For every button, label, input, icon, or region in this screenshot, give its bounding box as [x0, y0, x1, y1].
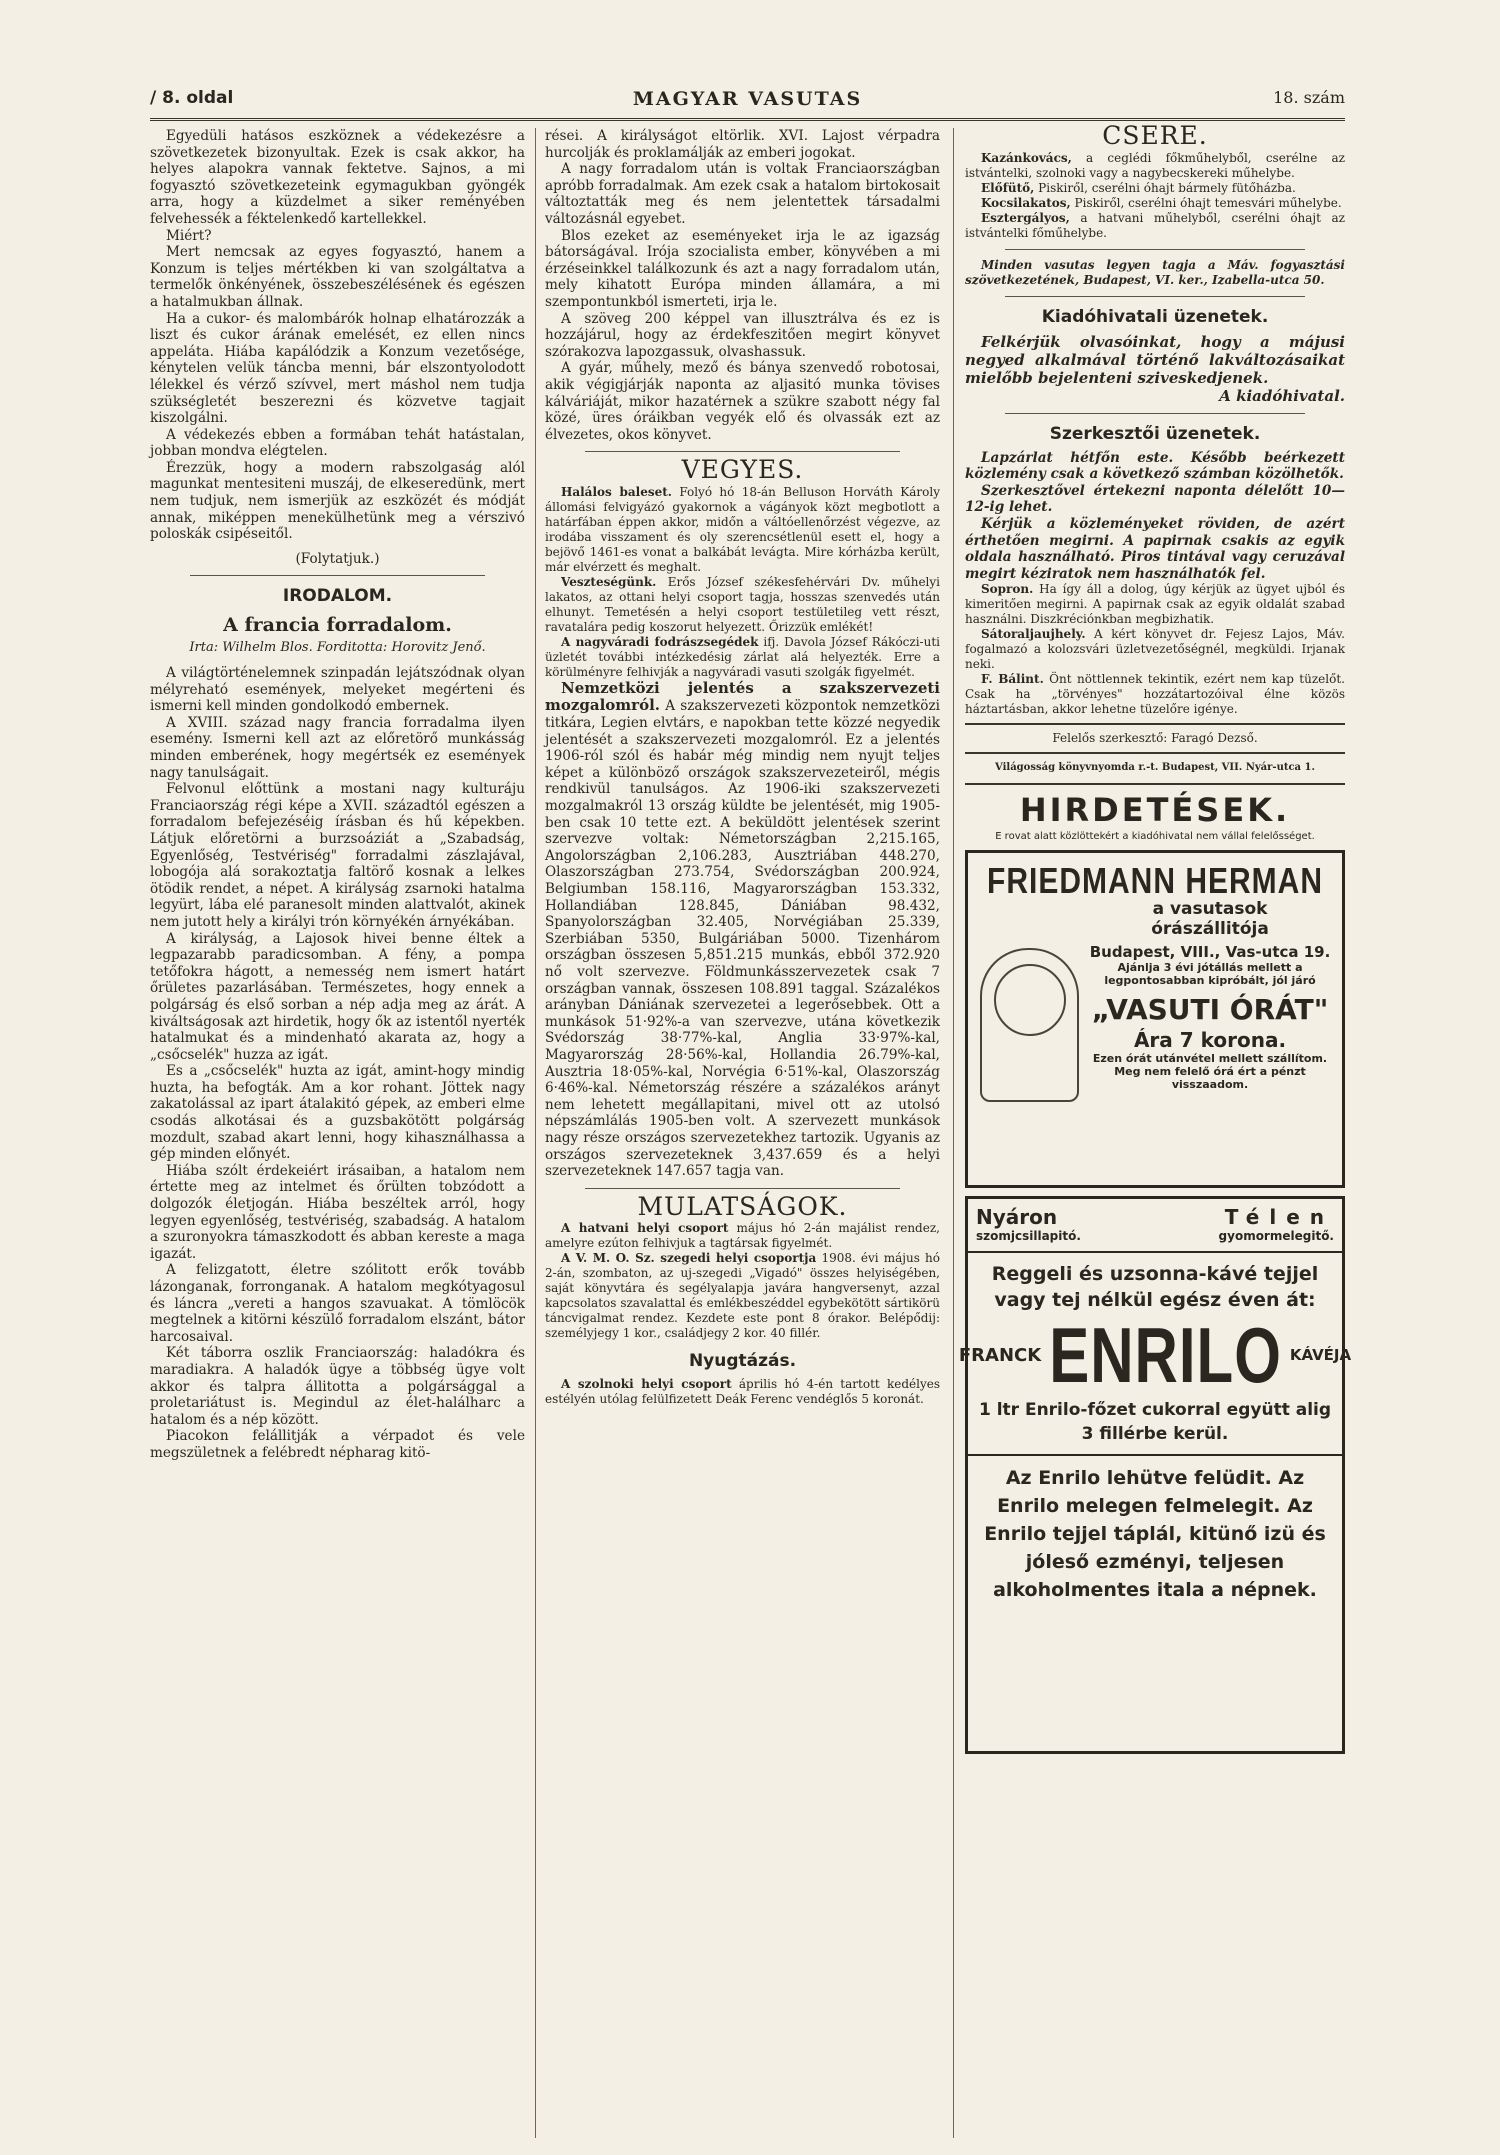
- section-heading-csere: CSERE.: [1102, 121, 1208, 150]
- news-item-head: Nemzetközi jelentés a szakszervezeti mozgalomról.: [545, 678, 940, 715]
- news-item: A szolnoki helyi csoport április hó 4-én tartott kedélyes estélyén utólag felülfizetett Deák Ferenc vendéglős 5 koronát.: [545, 1377, 940, 1407]
- paragraph: Hiába szólt érdekeiért irásaiban, a hatalom nem értette meg az intelmet és őrülten tobzódott a dolgozók életjogán. Hiába beszéltek arról, hogy legyen egyenlőség, testvériség, szabadság. A hatalom a szuronyokra támaszkodott és abban kereste a maga igazát.: [150, 1162, 525, 1262]
- paragraph: Érezzük, hogy a modern rabszolgaság alól magunkat mentesiteni muszáj, de elkeseredünk, mert nem tudjuk, nem ismerjük az eszközét és módját annak, miképpen menekülhetünk meg a vérszivó poloskák csipéseitől.: [150, 459, 525, 543]
- paragraph: Mert nemcsak az egyes fogyasztó, hanem a Konzum is teljes mértékben ki van szolgáltatva a termelők önkényének, összebeszélésének és egészen a hatalmukban állnak.: [150, 244, 525, 310]
- publisher-signature: A kiadóhivatal.: [1219, 386, 1345, 405]
- divider: [585, 451, 900, 452]
- ad-friedmann-body: a vasutasok órászállitója Budapest, VIII., Vas-utca 19. Ajánlja 3 évi jótállás mellett a legpontosabban kipróbált, jól járó „VASUTI ÓRÁT" Ára 7 korona. Ezen órát utánvétel mellett szállítom. Meg nem felelő órá ért a pénzt visszaadom.: [1089, 898, 1331, 1091]
- divider: [190, 575, 485, 576]
- news-item-head: A szolnoki helyi csoport: [561, 1377, 732, 1392]
- news-item: A nagyváradi fodrászsegédek ifj. Davola József Rákóczi-uti üzletét további intézkedésig zárlat alá helyezték. Erre a körülményre felhivják a nagyváradi vasuti szolgák figyelmét.: [545, 634, 940, 679]
- news-item: A V. M. O. Sz. szegedi helyi csoportja 1908. évi május hó 2-án, szombaton, az uj-szegedi „Vigadó" összes helyiségében, saját könyvtára és segélyalapja javára hangversenyt, azzal kapcsolatos szavalattal és emlékbeszéddel egybekötött sártikörü táncvigalmat rendez. Kezdete este pont 8 órakor. Belépődij: személyjegy 1 kor., családjegy 2 kor. 40 fillér.: [545, 1251, 940, 1341]
- news-item-head: A hatvani helyi csoport: [561, 1221, 729, 1236]
- enrilo-logo: FRANCK ENRILO KÁVÉJA: [958, 1311, 1352, 1399]
- printer-line: Világosság könyvnyomda r.-t. Budapest, VII. Nyár-utca 1.: [995, 762, 1315, 774]
- editor-reply: F. Bálint. Önt nöttlennek tekintik, ezért nem kap tüzelőt. Csak ha „törvényes" hozzátartozóival élne közös háztartásban, akkor lehetne tüzelőre igénye.: [965, 672, 1345, 717]
- article-title: A francia forradalom.: [223, 614, 452, 637]
- newspaper-title: MAGYAR VASUTAS: [632, 88, 863, 110]
- editor-note: Szerkesztővel értekezni naponta délelőtt 10—12-ig lehet.: [965, 482, 1345, 516]
- cooperative-note: Minden vasutas legyen tagja a Máv. fogyasztási szövetkezetének, Budapest, VI. ker., Izabella-utca 50.: [965, 257, 1345, 287]
- editor-reply: Sátoraljaujhely. A kért könyvet dr. Fejesz Lajos, Máv. fogalmazó a kolozsvári üzletvezetőségnél, megküldi. Irjanak neki.: [965, 627, 1345, 672]
- paragraph: Felvonul előttünk a mostani nagy kulturáju Franciaország régi képe a XVII. századtól egészen a forradalom befejezéséig írásban és hű képekben. Látjuk előretörni a burzsoáziát a „Szabadság, Egyenlőség, Testvériség" forradalmi zászlajával, lobogója alá sorakoztatja faltörő kosnak a lelkes ötödik rendet, a népet. A királyság zsarnoki hatalma legyürt, lába elé paranesolt minden alattvalót, akinek nem jutott hely a királyi trón környékén árnyékában.: [150, 781, 525, 930]
- clock-face-icon: [994, 964, 1066, 1036]
- paragraph: Piacokon felállitják a vérpadot és vele megszületnek a felébredt népharag kitö-: [150, 1428, 525, 1461]
- ad-enrilo: Nyáron Télen szomjcsillapitó. gyomormelegitő. Reggeli és uzsonna-kávé tejjel vagy tej nélkül egész éven át: FRANCK ENRILO KÁVÉJA 1 ltr Enrilo-főzet cukorral együtt alig 3 fillérbe kerül. Az Enrilo lehütve felüdit. Az Enrilo melegen felmelegit. Az Enrilo tejjel táplál, kitünő izü és jóleső ezményi, teljesen alkoholmentes itala a népnek.: [965, 1196, 1345, 1754]
- paragraph: A gyár, műhely, mező és bánya szenvedő robotosai, akik végigjárják naponta az aljasitó munka tövises kálváriáját, mikor hazatérnek a szükre szabott négy fal közé, üres óráikban vegyék elő és olvassák ezt az élvezetes, okos könyvet.: [545, 360, 940, 443]
- news-item: Veszteségünk. Erős József székesfehérvári Dv. műhelyi lakatos, az ottani helyi csoport tagja, hosszas szenvedés után elhunyt. Temetésén a helyi csoport testületileg vett részt, ravatalára pedig koszorut helyezett. Őrizzük emlékét!: [545, 574, 940, 634]
- page-number: / 8. oldal: [150, 88, 234, 108]
- paragraph: A védekezés ebben a formában tehát hatástalan, jobban mondva elégtelen.: [150, 426, 525, 460]
- ad-friedmann-title: FRIEDMANN HERMAN: [987, 861, 1323, 902]
- exchange-item: Előfütő, Piskiről, cserélni óhajt bármely fütőházba.: [981, 180, 1296, 195]
- section-heading-mulatsagok: MULATSÁGOK.: [637, 1191, 848, 1221]
- paragraph: A szöveg 200 képpel van illusztrálva és ez is hozzájárul, hogy az érdekfeszitően megirt könyvet szórakozva lapozgassuk, olvashassuk.: [545, 310, 940, 360]
- news-item-head: Halálos baleset.: [561, 484, 672, 499]
- paragraph: Két táborra oszlik Franciaország: haladókra és maradiakra. A haladók ügye a többség ügye volt akkor és talpra állitotta a polgársággal a proletariátust is. Megindul az élet-halálharc a hatalom és a nép között.: [150, 1345, 525, 1428]
- paragraph: Egyedüli hatásos eszköznek a védekezésre a szövetkezetek bizonyultak. Ezek is csak akkor, ha helyes alapokra vannak fektetve. Sajnos, a mi fogyasztó szövetkezeteink egymagukban gyöngék arra, hogy a küzdelmet a siker reményében felvehessék a féktelenkedő kartellekkel.: [150, 128, 525, 227]
- column-3: [958, 121, 1352, 1754]
- section-heading-vegyes: VEGYES.: [681, 455, 804, 485]
- publisher-notice: Felkérjük olvasóinkat, hogy a májusi negyed alkalmával történő lakváltozásaikat mielőbb bejelenteni sziveskedjenek.: [965, 332, 1345, 387]
- column-rule-2: [953, 128, 954, 2138]
- divider: [1005, 249, 1305, 250]
- column-1: [150, 128, 525, 1462]
- article-byline: Irta: Wilhelm Blos. Forditotta: Horovitz Jenő.: [189, 640, 486, 656]
- ads-heading: HIRDETÉSEK.: [1019, 790, 1291, 829]
- column-2: [545, 128, 940, 1407]
- divider: [1005, 296, 1305, 297]
- paragraph: A XVIII. század nagy francia forradalma ilyen esemény. Ismerni kell azt az előretörő munkásság minden emberének, hogy megértsék ez események nagy tanulságait.: [150, 714, 525, 781]
- editor-note: Kérjük a közleményeket röviden, de azért érthetően megirni. A papirnak csakis az egyik oldala használható. Piros tintával vagy ceruzával megirt kéziratok nem használhatók fel.: [965, 515, 1345, 582]
- exchange-item: Esztergályos, a hatvani műhelyből, cserélni óhajt az istvántelki főműhelybe.: [965, 210, 1345, 240]
- divider: [965, 783, 1345, 785]
- news-item: Nemzetközi jelentés a szakszervezeti mozgalomról. A szakszervezeti központok nemzetközi titkára, Legien elvtárs, e napokban tette közzé negyedik jelentését a szakszervezeti mozgalomról. Ez a jelentés 1906-ról szól és habár még mindig nem nyujt teljes képet a különböző országok szakszervezeteiről, mégis rendkivül tanulságos. Az 1906-iki szakszervezeti mozgalmakról 13 ország küldte be jelentését, mig 1905-ben csak 10 tette ezt. A beküldött jelentések szerint szervezve voltak: Németországban 2,215.165, Angolországban 2,106.283, Ausztriában 448.270, Olaszországban 273.754, Svédországban 200.924, Belgiumban 158.116, Magyarországban 153.332, Hollandiában 128.845, Dániában 98.432, Spanyolországban 32.405, Norvégiában 25.339, Szerbiában 5350, Bulgáriában 5000. Tizenhárom országban összesen 5,851.215 munkás, ebből 372.920 nő volt szervezve. Földmunkásszervezetek csak 7 országban vannak, összesen 108.891 taggal. Százalékos arányban Dániának szervezetei a legerősebbek. Ott a munkások 51·92%-a van szervezve, utána következik Svédország 38·77%-kal, Anglia 33·97%-kal, Magyarország 28·56%-kal, Hollandia 26.79%-kal, Ausztria 18·05%-kal, Norvégia 6·51%-kal, Olaszország 6·46%-kal. Németország részére a százalékos arányt nem lehetett megállapitani, mivel ott az utolsó népszámlálás 1905-ben volt. A szervezett munkások nagy része országos szervezetekhez tartozik. Ugyanis az országos szervezeteknek 3,437.659 és a helyi szervezeteknek 147.657 tagja van.: [545, 678, 940, 1180]
- editor-reply: Sopron. Ha így áll a dolog, úgy kérjük az ügyet ujból és kimeritően megirni. A papirnak csak az egyik oldalát szabad használni. Diszkréciónkban megbizhatik.: [965, 582, 1345, 627]
- ads-disclaimer: E rovat alatt közlöttekért a kiadóhivatal nem vállal felelősséget.: [995, 830, 1315, 842]
- news-item: Halálos baleset. Folyó hó 18-án Belluson Horváth Károly állomási felvigyázó gyakornok a vágányok közt megbotlott a határfában éppen akkor, midőn a váltóellenőrzést végezve, az irodába visszament és oly szerencsétlenül esett el, hogy a bejövő 1461-es vonat a balkábát levágta. Mire kórházba került, már elvérzett és meghalt.: [545, 484, 940, 574]
- issue-number: 18. szám: [1273, 88, 1345, 107]
- section-heading-kiadohivatal: Kiadóhivatali üzenetek.: [1041, 306, 1269, 327]
- section-heading-szerkesztoi: Szerkesztői üzenetek.: [1049, 423, 1261, 444]
- paragraph: A felizgatott, életre szólitott erők tovább lázonganak, forronganak. A hatalom megkótyagosul és láncra „vereti a hangos szavuakat. A tömlöcök megtelnek a kitörni készülő forradalom elszánt, bátor harcosaival.: [150, 1262, 525, 1345]
- paragraph: A királyság, a Lajosok hivei benne éltek a legpazarabb paradicsomban. A fény, a pompa tetőfokra hágott, a nemesség nem ismert határt őrületes pazarlásában. Természetes, hogy ennek a polgárság és első sorban a nép adja meg az árát. A kiváltságosak azt hirdetik, hogy ők az istentől nyerték hatalmukat és a mindenható akarata az, hogy a „csőcselék" huzza az igát.: [150, 930, 525, 1063]
- divider: [585, 1188, 900, 1189]
- news-item-head: A nagyváradi fodrászsegédek: [561, 634, 759, 649]
- responsible-editor: Felelős szerkesztő: Faragó Dezső.: [1052, 731, 1258, 746]
- paragraph: Ha a cukor- és malombárók holnap elhatározzák a liszt és cukor árának emelését, ez ellen nincs appeláta. Hiába kapálódzik a Konzum vezetősége, kénytelen velük táncba menni, bár elszontyolodott lélekkel és vérző szívvel, mert máshol nem tudja szükségletét beszerezni és közvetve tagjait kiszolgálni.: [150, 310, 525, 427]
- column-rule-1: [535, 128, 536, 2138]
- exchange-item: Kazánkovács, a ceglédi főkműhelyből, cserélne az istvántelki, szolnoki vagy a nagybecskereki műhelybe.: [965, 150, 1345, 180]
- section-heading-irodalom: IRODALOM.: [282, 586, 393, 607]
- divider: [965, 723, 1345, 725]
- page-header: [150, 88, 1345, 121]
- clock-illustration: [980, 948, 1079, 1102]
- paragraph: rései. A királyságot eltörlik. XVI. Lajost vérpadra hurcolják és proklamálják az emberi jogokat.: [545, 128, 940, 161]
- exchange-item: Kocsilakatos, Piskiről, cserélni óhajt temesvári műhelybe.: [981, 195, 1342, 210]
- paragraph: Miért?: [166, 227, 212, 244]
- section-heading-nyugtazas: Nyugtázás.: [688, 1351, 797, 1372]
- divider: [1005, 413, 1305, 414]
- news-item-head: A V. M. O. Sz. szegedi helyi csoportja: [561, 1251, 817, 1266]
- paragraph: Blos ezeket az eseményeket irja le az igazság bátorságával. Irója szocialista ember, könyvében a mi érzéseinkkel találkozunk és azt a nagy forradalom után, mely kihatott Európa minden államára, a mi szempontunkból ismerteti, irja le.: [545, 227, 940, 310]
- news-item: A hatvani helyi csoport május hó 2-án majálist rendez, amelyre ezúton felhivjuk a tagtársak figyelmét.: [545, 1221, 940, 1251]
- divider: [965, 752, 1345, 754]
- editor-note: Lapzárlat hétfőn este. Később beérkezett közlemény csak a következő számban közölhetők.: [965, 449, 1345, 483]
- paragraph: A világtörténelemnek szinpadán lejátszódnak olyan mélyreható események, melyeket megérteni és ismerni kell minden gondolkodó embernek.: [150, 665, 525, 715]
- paragraph: A nagy forradalom után is voltak Franciaországban apróbb forradalmak. Am ezek csak a hatalom birtokosait változtatták meg és nem jelentettek társadalmi változásnál egyebet.: [545, 161, 940, 227]
- paragraph: Es a „csőcselék" huzta az igát, amint-hogy mindig huzta, ha befogták. Am a kor rohant. Jöttek nagy zakatolással az ipart átalakitó gépek, az emberi elme csodás alkotásai és a guzsbakötött polgárság mozdult, szabad akart lenni, hogy kihasználhassa a gép minden előnyét.: [150, 1063, 525, 1163]
- continued-note: (Folytatjuk.): [295, 550, 380, 567]
- news-item-head: Veszteségünk.: [561, 574, 657, 589]
- ad-friedmann: [965, 850, 1345, 1188]
